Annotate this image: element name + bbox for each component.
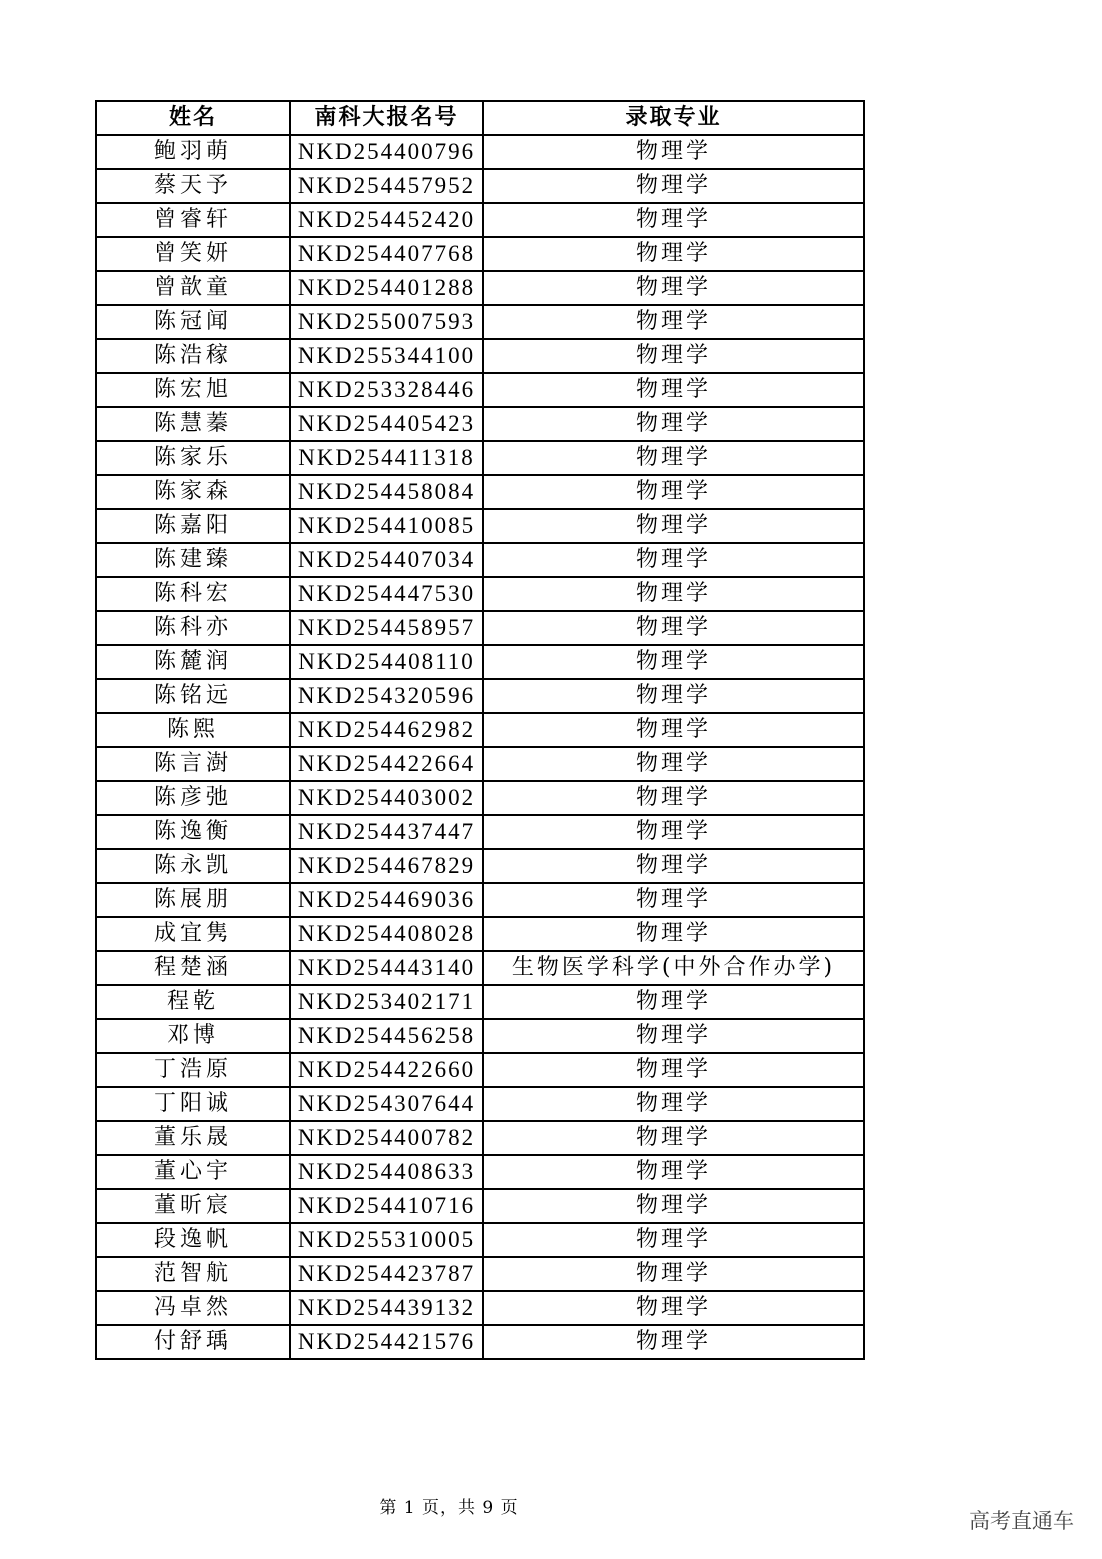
application-id: NKD254439132	[290, 1291, 483, 1325]
application-id: NKD255344100	[290, 339, 483, 373]
student-name: 陈铭远	[96, 679, 290, 713]
watermark: 高考直通车	[969, 1509, 1074, 1533]
admitted-major: 物理学	[483, 1087, 864, 1121]
student-name: 陈彦弛	[96, 781, 290, 815]
application-id: NKD254469036	[290, 883, 483, 917]
application-id: NKD254320596	[290, 679, 483, 713]
student-name: 陈熙	[96, 713, 290, 747]
application-id: NKD254400796	[290, 135, 483, 169]
student-name: 陈科亦	[96, 611, 290, 645]
student-name: 邓博	[96, 1019, 290, 1053]
table-row	[96, 815, 864, 849]
application-id: NKD254407768	[290, 237, 483, 271]
admitted-major: 物理学	[483, 1121, 864, 1155]
application-id: NKD254407034	[290, 543, 483, 577]
table-row	[96, 373, 864, 407]
student-name: 陈言澍	[96, 747, 290, 781]
student-name: 程乾	[96, 985, 290, 1019]
student-name: 董心宇	[96, 1155, 290, 1189]
application-id: NKD254405423	[290, 407, 483, 441]
admitted-major: 物理学	[483, 339, 864, 373]
application-id: NKD254462982	[290, 713, 483, 747]
header-application-id: 南科大报名号	[290, 101, 483, 135]
admitted-major: 物理学	[483, 747, 864, 781]
student-name: 陈展朋	[96, 883, 290, 917]
application-id: NKD254421576	[290, 1325, 483, 1359]
student-name: 冯卓然	[96, 1291, 290, 1325]
admitted-major: 物理学	[483, 203, 864, 237]
application-id: NKD254457952	[290, 169, 483, 203]
table-row	[96, 1325, 864, 1359]
header-major: 录取专业	[483, 101, 864, 135]
table-row	[96, 271, 864, 305]
table-row	[96, 1291, 864, 1325]
admitted-major: 物理学	[483, 1325, 864, 1359]
student-name: 曾歆童	[96, 271, 290, 305]
table-row	[96, 1257, 864, 1291]
admitted-major: 物理学	[483, 713, 864, 747]
student-name: 陈永凯	[96, 849, 290, 883]
student-name: 付舒瑀	[96, 1325, 290, 1359]
admitted-major: 物理学	[483, 1257, 864, 1291]
admitted-major: 物理学	[483, 611, 864, 645]
table-row	[96, 645, 864, 679]
admitted-major: 物理学	[483, 407, 864, 441]
student-name: 曾笑妍	[96, 237, 290, 271]
admission-table	[95, 100, 865, 1360]
admitted-major: 物理学	[483, 1223, 864, 1257]
admitted-major: 物理学	[483, 237, 864, 271]
student-name: 丁阳诚	[96, 1087, 290, 1121]
student-name: 陈家森	[96, 475, 290, 509]
application-id: NKD254401288	[290, 271, 483, 305]
table-row	[96, 339, 864, 373]
admitted-major: 物理学	[483, 1053, 864, 1087]
table-header-row	[96, 101, 864, 135]
table-row	[96, 917, 864, 951]
admitted-major: 物理学	[483, 169, 864, 203]
table-row	[96, 781, 864, 815]
table-row	[96, 611, 864, 645]
student-name: 蔡天予	[96, 169, 290, 203]
application-id: NKD254400782	[290, 1121, 483, 1155]
application-id: NKD254458957	[290, 611, 483, 645]
table-row	[96, 1223, 864, 1257]
table-row	[96, 951, 864, 985]
header-name: 姓名	[96, 101, 290, 135]
application-id: NKD254410716	[290, 1189, 483, 1223]
table-row	[96, 407, 864, 441]
application-id: NKD254411318	[290, 441, 483, 475]
admitted-major: 物理学	[483, 1019, 864, 1053]
student-name: 程楚涵	[96, 951, 290, 985]
student-name: 陈浩稼	[96, 339, 290, 373]
application-id: NKD254408633	[290, 1155, 483, 1189]
table-row	[96, 849, 864, 883]
application-id: NKD254443140	[290, 951, 483, 985]
table-row	[96, 1019, 864, 1053]
admitted-major: 物理学	[483, 1155, 864, 1189]
page-number: 第 1 页，共 9 页	[379, 1498, 519, 1518]
admitted-major: 物理学	[483, 849, 864, 883]
table-row	[96, 577, 864, 611]
table-row	[96, 1155, 864, 1189]
table-row	[96, 1087, 864, 1121]
admitted-major: 物理学	[483, 271, 864, 305]
table-row	[96, 679, 864, 713]
table-row	[96, 135, 864, 169]
student-name: 陈建臻	[96, 543, 290, 577]
application-id: NKD255310005	[290, 1223, 483, 1257]
application-id: NKD253402171	[290, 985, 483, 1019]
admitted-major: 生物医学科学(中外合作办学)	[483, 951, 864, 985]
student-name: 董乐晟	[96, 1121, 290, 1155]
student-name: 陈家乐	[96, 441, 290, 475]
student-name: 范智航	[96, 1257, 290, 1291]
page-footer	[0, 1493, 1102, 1518]
student-name: 曾睿轩	[96, 203, 290, 237]
student-name: 鲍羽萌	[96, 135, 290, 169]
student-name: 陈逸衡	[96, 815, 290, 849]
admitted-major: 物理学	[483, 509, 864, 543]
admitted-major: 物理学	[483, 305, 864, 339]
application-id: NKD254452420	[290, 203, 483, 237]
student-name: 董昕宸	[96, 1189, 290, 1223]
application-id: NKD254456258	[290, 1019, 483, 1053]
application-id: NKD253328446	[290, 373, 483, 407]
student-name: 成宜隽	[96, 917, 290, 951]
application-id: NKD254423787	[290, 1257, 483, 1291]
table-row	[96, 305, 864, 339]
admitted-major: 物理学	[483, 135, 864, 169]
table-row	[96, 237, 864, 271]
table-row	[96, 1189, 864, 1223]
admitted-major: 物理学	[483, 1291, 864, 1325]
application-id: NKD254307644	[290, 1087, 483, 1121]
table-row	[96, 543, 864, 577]
application-id: NKD254403002	[290, 781, 483, 815]
student-name: 陈嘉阳	[96, 509, 290, 543]
student-name: 陈麓润	[96, 645, 290, 679]
table-row	[96, 441, 864, 475]
table-row	[96, 985, 864, 1019]
table-row	[96, 1053, 864, 1087]
application-id: NKD254422660	[290, 1053, 483, 1087]
application-id: NKD254408110	[290, 645, 483, 679]
table-row	[96, 475, 864, 509]
student-name: 陈冠闻	[96, 305, 290, 339]
table-row	[96, 509, 864, 543]
application-id: NKD254422664	[290, 747, 483, 781]
admitted-major: 物理学	[483, 577, 864, 611]
admitted-major: 物理学	[483, 781, 864, 815]
admitted-major: 物理学	[483, 441, 864, 475]
admitted-major: 物理学	[483, 645, 864, 679]
application-id: NKD254447530	[290, 577, 483, 611]
admitted-major: 物理学	[483, 985, 864, 1019]
student-name: 陈宏旭	[96, 373, 290, 407]
admitted-major: 物理学	[483, 917, 864, 951]
student-name: 段逸帆	[96, 1223, 290, 1257]
table-row	[96, 169, 864, 203]
admitted-major: 物理学	[483, 679, 864, 713]
student-name: 丁浩原	[96, 1053, 290, 1087]
application-id: NKD254458084	[290, 475, 483, 509]
admitted-major: 物理学	[483, 815, 864, 849]
admitted-major: 物理学	[483, 543, 864, 577]
admitted-major: 物理学	[483, 883, 864, 917]
table-row	[96, 1121, 864, 1155]
student-name: 陈科宏	[96, 577, 290, 611]
admitted-major: 物理学	[483, 373, 864, 407]
application-id: NKD254410085	[290, 509, 483, 543]
admitted-major: 物理学	[483, 1189, 864, 1223]
application-id: NKD254467829	[290, 849, 483, 883]
table-row	[96, 747, 864, 781]
table-row	[96, 883, 864, 917]
table-row	[96, 203, 864, 237]
application-id: NKD254437447	[290, 815, 483, 849]
application-id: NKD254408028	[290, 917, 483, 951]
table-row	[96, 713, 864, 747]
student-name: 陈慧蓁	[96, 407, 290, 441]
admitted-major: 物理学	[483, 475, 864, 509]
application-id: NKD255007593	[290, 305, 483, 339]
